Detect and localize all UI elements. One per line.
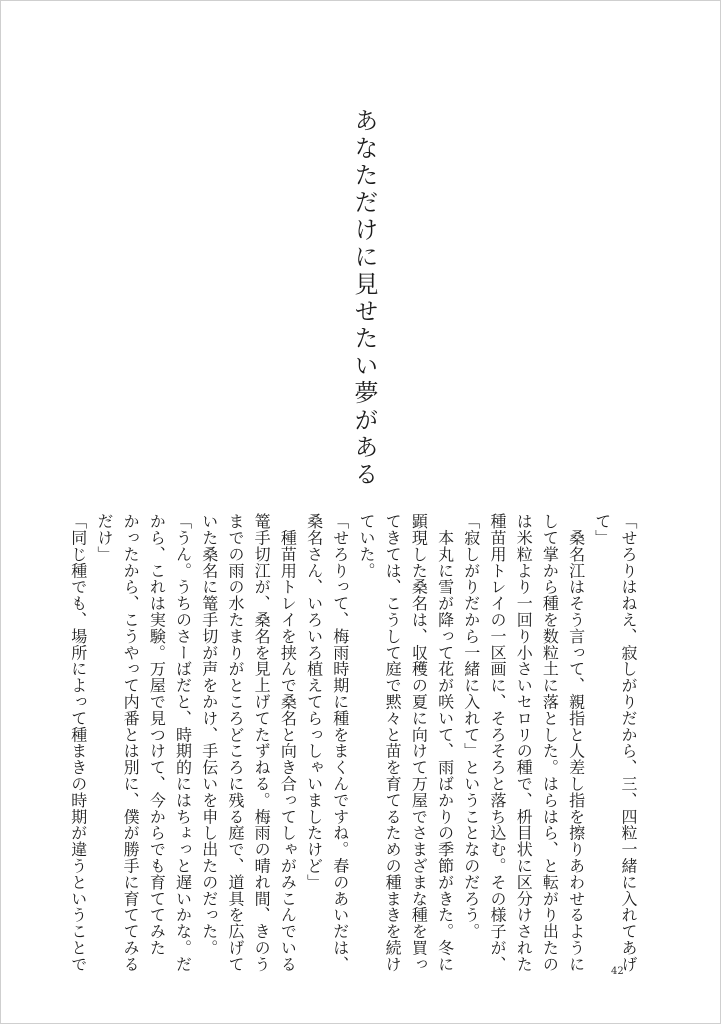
text-line: して掌から種を数粒土に落とした。はらはら、と転がり出たの [540,513,560,973]
text-line: 「せろりはねえ、寂しがりだから、三、四粒一緒に入れてあげ [619,513,638,973]
text-line: 桑名さん、いろいろ植えてらっしゃいましたけど」 [304,513,324,891]
text-line: 顕現した桑名は、収穫の夏に向けて万屋でさまざまな種を買っ [409,513,429,973]
text-line: までの雨の水たまりがところどころに残る庭で、道具を広げて [225,513,245,973]
text-line: は米粒より一回り小さいセロリの種で、枡目状に区分けされた [514,513,534,973]
text-line: だけ」 [94,513,114,563]
page-number: 42 [611,966,624,977]
text-line: ていた。 [356,513,376,579]
text-line: 桑名江はそう言って、親指と人差し指を擦りあわせるように [566,513,586,973]
text-line: 種苗用トレイの一区画に、そろそろと落ち込む。その様子が、 [487,513,507,973]
text-line: 「寂しがりだから一緒に入れて」ということなのだろう。 [461,513,481,940]
text-line: から、これは実験。万屋で見つけて、今からでも育ててみた [147,513,167,956]
text-line: 篭手切江が、桑名を見上げてたずねる。梅雨の晴れ間、きのう [252,513,272,973]
text-line: 種苗用トレイを挟んで桑名と向き合ってしゃがみこんでいる [278,513,298,973]
text-line: 「うん。うちのさーばだと、時期的にはちょっと遅いかな。だ [173,513,193,973]
text-line: て」 [592,513,612,546]
text-line: 「同じ種でも、場所によって種まきの時期が違うということで [68,513,88,973]
text-line: てきては、こうして庭で黙々と苗を育てるための種まきを続け [383,513,403,973]
text-line: 本丸に雪が降って花が咲いて、雨ばかりの季節がきた。冬に [435,513,455,973]
text-line: 「せろりって、梅雨時期に種をまくんですね。春のあいだは、 [330,513,350,973]
text-line: いた桑名に篭手切が声をかけ、手伝いを申し出たのだった。 [199,513,219,956]
chapter-title: あなただけに見せたい夢がある [350,108,378,489]
text-line: かったから、こうやって内番とは別に、僕が勝手に育ててみる [121,513,141,973]
